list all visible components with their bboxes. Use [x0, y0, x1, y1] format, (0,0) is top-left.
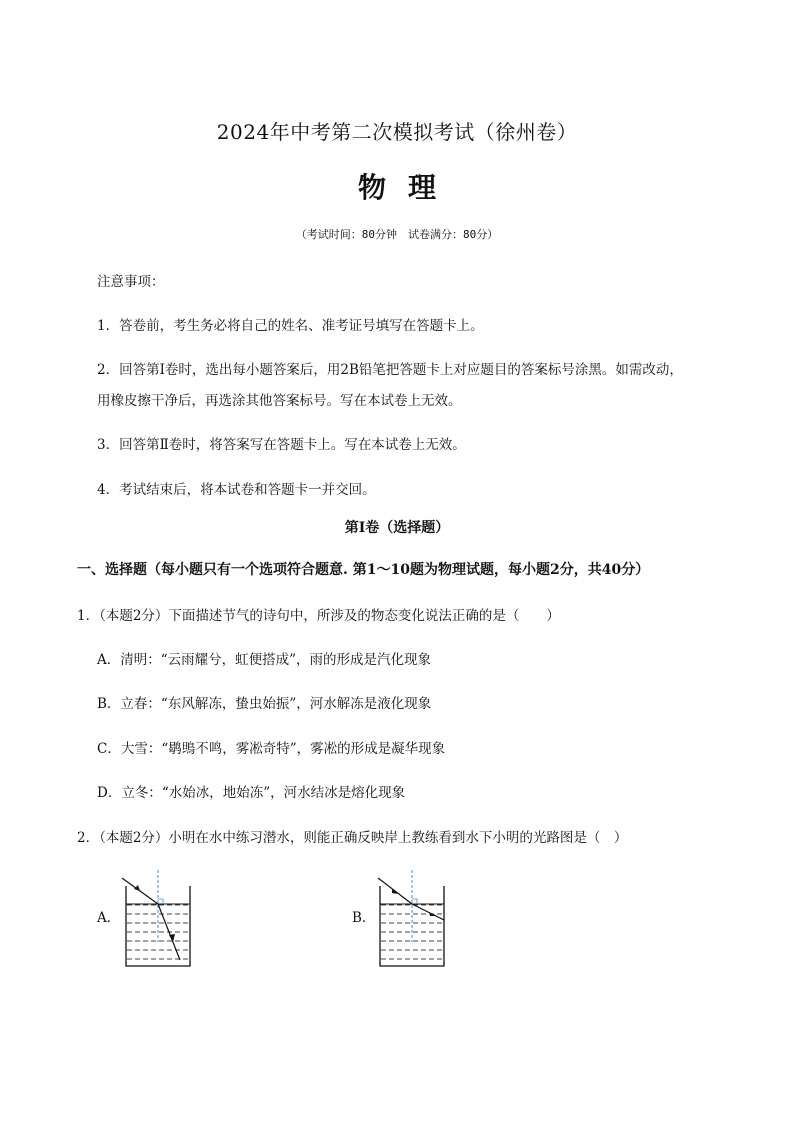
question-1-option-c: C．大雪：“鹖鴠不鸣，雾凇奇特”，雾凇的形成是凝华现象 [97, 741, 446, 757]
figure-a-light-path-diagram [118, 870, 198, 970]
question-1-stem: 1．（本题2分）下面描述节气的诗句中，所涉及的物态变化说法正确的是（ ） [77, 608, 560, 624]
notice-item-2-continued: 用橡皮擦干净后，再选涂其他答案标号。写在本试卷上无效。 [97, 393, 462, 409]
question-1-option-a: A．清明：“云雨耀兮，虹便搭成”，雨的形成是汽化现象 [97, 652, 432, 668]
notice-heading: 注意事项： [97, 274, 165, 290]
figure-a-label: A． [97, 910, 121, 926]
incident-ray [378, 878, 412, 904]
figure-b-light-path-diagram [372, 870, 452, 970]
notice-item-1: 1．答卷前，考生务必将自己的姓名、准考证号填写在答题卡上。 [97, 318, 484, 334]
question-1-option-d: D．立冬：“水始冰，地始冻”，河水结冰是熔化现象 [97, 785, 406, 801]
refracted-ray [412, 904, 444, 920]
notice-item-3: 3．回答第Ⅱ卷时，将答案写在答题卡上。写在本试卷上无效。 [97, 437, 466, 453]
right-angle-mark [158, 899, 163, 904]
section-title: 第Ⅰ卷（选择题） [344, 520, 450, 536]
notice-item-4: 4．考试结束后，将本试卷和答题卡一并交回。 [97, 482, 376, 498]
notice-item-2: 2．回答第Ⅰ卷时，选出每小题答案后，用2B铅笔把答题卡上对应题目的答案标号涂黑。如需改动， [97, 362, 683, 378]
question-1-option-b: B．立春：“东风解冻，蛰虫始振”，河水解冻是液化现象 [97, 696, 432, 712]
subject-title: 物理 [357, 171, 458, 204]
figure-b-label: B． [352, 910, 376, 926]
question-2-stem: 2．（本题2分）小明在水中练习潜水，则能正确反映岸上教练看到水下小明的光路图是（ ） [77, 830, 628, 846]
exam-title: 2024年中考第二次模拟考试（徐州卷） [216, 120, 578, 144]
part-heading: 一、选择题（每小题只有一个选项符合题意. 第1～10题为物理试题，每小题2分，共40分） [77, 562, 650, 578]
exam-info: （考试时间：80分钟 试卷满分：80分） [295, 228, 499, 241]
right-angle-mark [412, 899, 417, 904]
